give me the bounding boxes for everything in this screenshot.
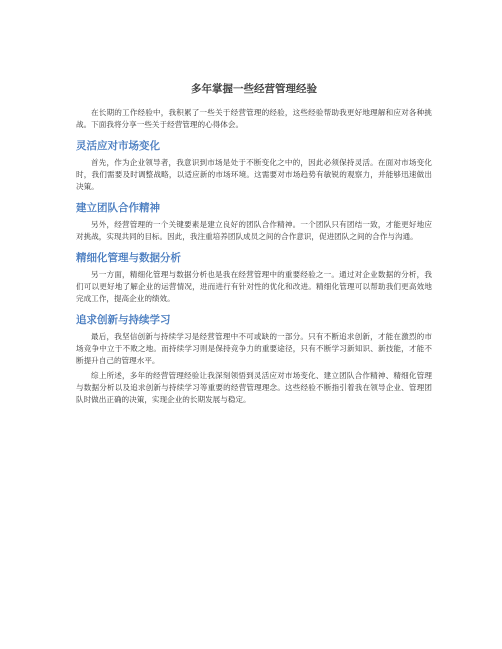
section-heading-teamwork: 建立团队合作精神 — [76, 202, 160, 214]
conclusion-paragraph: 综上所述，多年的经营管理经验让我深刻领悟到灵活应对市场变化、建立团队合作精神、精细化管理与数据分析以及追求创新与持续学习等重要的经营管理理念。这些经验不断指引着我在领导企业、管理团队时做出正确的决策，实现企业的长期发展与稳定。 — [76, 371, 432, 404]
section-heading-market: 灵活应对市场变化 — [76, 140, 160, 152]
section-body-market: 首先，作为企业领导者，我意识到市场是处于不断变化之中的，因此必须保持灵活。在面对市场变化时，我们需要及时调整战略，以适应新的市场环境。这需要对市场趋势有敏锐的观察力，并能够迅速做出决策。 — [76, 158, 432, 191]
section-body-innovation: 最后，我坚信创新与持续学习是经营管理中不可或缺的一部分。只有不断追求创新，才能在激烈的市场竞争中立于不败之地。而持续学习则是保持竞争力的重要途径，只有不断学习新知识、新技能，才能不断提升自己的管理水平。 — [76, 332, 432, 365]
section-heading-innovation: 追求创新与持续学习 — [76, 314, 171, 326]
document-page — [76, 82, 432, 406]
section-body-data-analysis: 另一方面，精细化管理与数据分析也是我在经营管理中的重要经验之一。通过对企业数据的分析，我们可以更好地了解企业的运营情况，进而进行有针对性的优化和改进。精细化管理可以帮助我们更高效地完成工作，提高企业的绩效。 — [76, 270, 432, 303]
intro-paragraph: 在长期的工作经验中，我积累了一些关于经营管理的经验，这些经验帮助我更好地理解和应对各种挑战。下面我将分享一些关于经营管理的心得体会。 — [76, 108, 432, 129]
document-title: 多年掌握一些经营管理经验 — [191, 83, 317, 95]
section-heading-data-analysis: 精细化管理与数据分析 — [76, 252, 181, 264]
section-body-teamwork: 另外，经营管理的一个关键要素是建立良好的团队合作精神。一个团队只有团结一致，才能更好地应对挑战，实现共同的目标。因此，我注重培养团队成员之间的合作意识，促进团队之间的合作与沟通。 — [76, 220, 432, 241]
